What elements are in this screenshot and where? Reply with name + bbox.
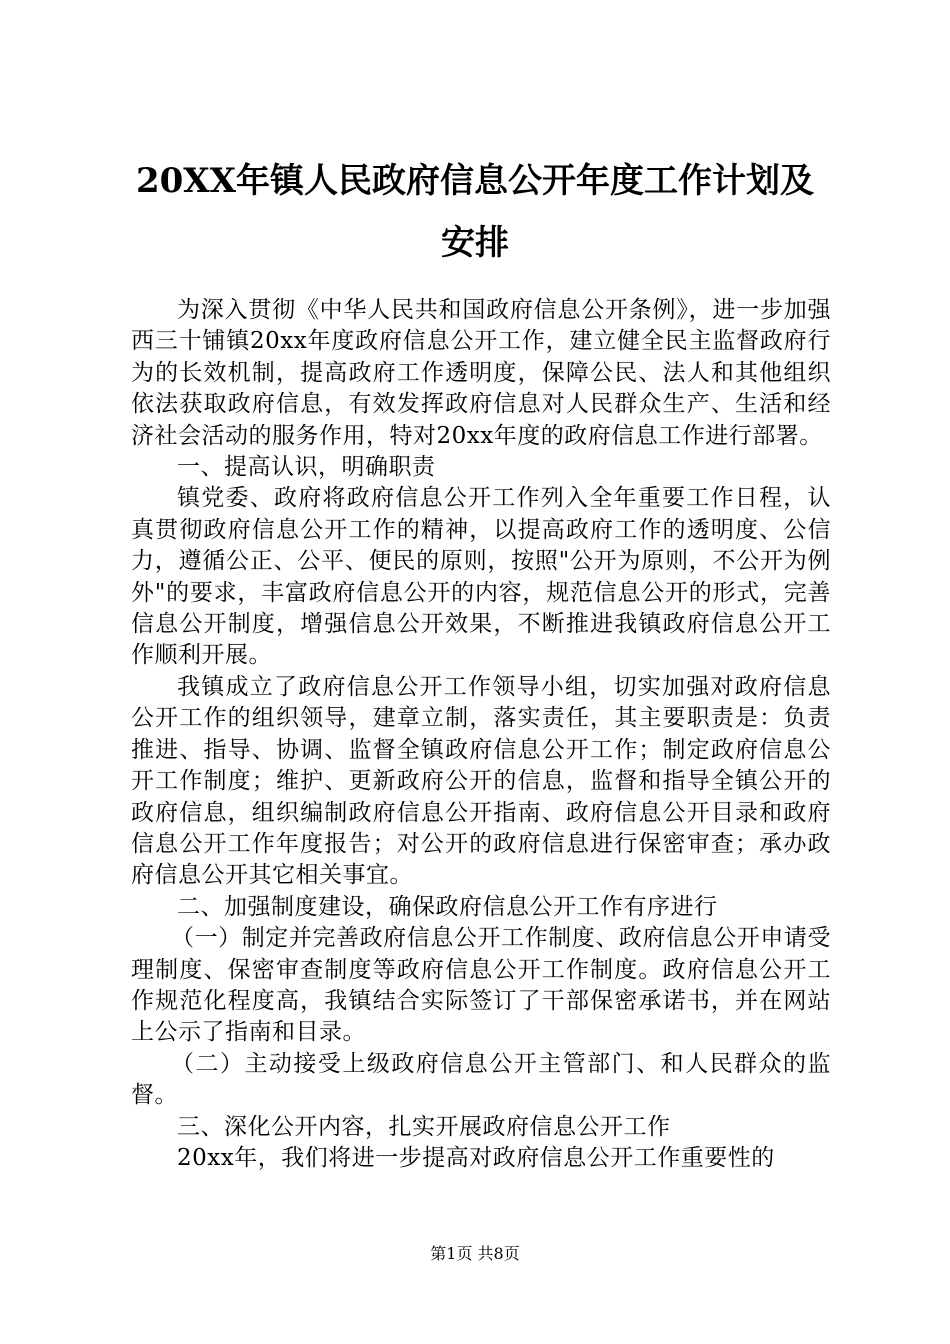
section-heading-2: 二、加强制度建设，确保政府信息公开工作有序进行 bbox=[177, 893, 718, 920]
paragraph-subsection-2: （二）主动接受上级政府信息公开主管部门、和人民群众的监督。 bbox=[131, 1050, 831, 1109]
page-number-footer: 第1页 共8页 bbox=[430, 1244, 520, 1263]
paragraph-subsection-1: （一）制定并完善政府信息公开工作制度、政府信息公开申请受理制度、保密审查制度等政府信息公开工作制度。政府信息公开工作规范化程度高，我镇结合实际签订了干部保密承诺书，并在网站上公示了指南和目录。 bbox=[131, 925, 831, 1046]
document-title-line-2: 安排 bbox=[441, 223, 509, 263]
paragraph-leadership-group: 我镇成立了政府信息公开工作领导小组，切实加强对政府信息公开工作的组织领导，建章立制，落实责任，其主要职责是：负责推进、指导、协调、监督全镇政府信息公开工作；制定政府信息公开工作制度；维护、更新政府公开的信息，监督和指导全镇公开的政府信息，组织编制政府信息公开指南、政府信息公开目录和政府信息公开工作年度报告；对公开的政府信息进行保密审查；承办政府信息公开其它相关事宜。 bbox=[131, 673, 831, 889]
paragraph-continued: 20xx年，我们将进一步提高对政府信息公开工作重要性的 bbox=[177, 1144, 775, 1171]
document-body bbox=[131, 295, 831, 1174]
section-heading-1: 一、提高认识，明确职责 bbox=[177, 454, 436, 481]
paragraph-intro: 为深入贯彻《中华人民共和国政府信息公开条例》，进一步加强西三十铺镇20xx年度政府信息公开工作，建立健全民主监督政府行为的长效机制，提高政府工作透明度，保障公民、法人和其他组织依法获取政府信息，有效发挥政府信息对人民群众生产、生活和经济社会活动的服务作用，特对20xx年度的政府信息工作进行部署。 bbox=[131, 297, 831, 449]
paragraph-duties: 镇党委、政府将政府信息公开工作列入全年重要工作日程，认真贯彻政府信息公开工作的精神，以提高政府工作的透明度、公信力，遵循公正、公平、便民的原则，按照"公开为原则，不公开为例外"的要求，丰富政府信息公开的内容，规范信息公开的形式，完善信息公开制度，增强信息公开效果，不断推进我镇政府信息公开工作顺利开展。 bbox=[131, 485, 831, 669]
document-title-line-1: 20XX年镇人民政府信息公开年度工作计划及 bbox=[135, 161, 815, 201]
section-heading-3: 三、深化公开内容，扎实开展政府信息公开工作 bbox=[177, 1113, 671, 1140]
